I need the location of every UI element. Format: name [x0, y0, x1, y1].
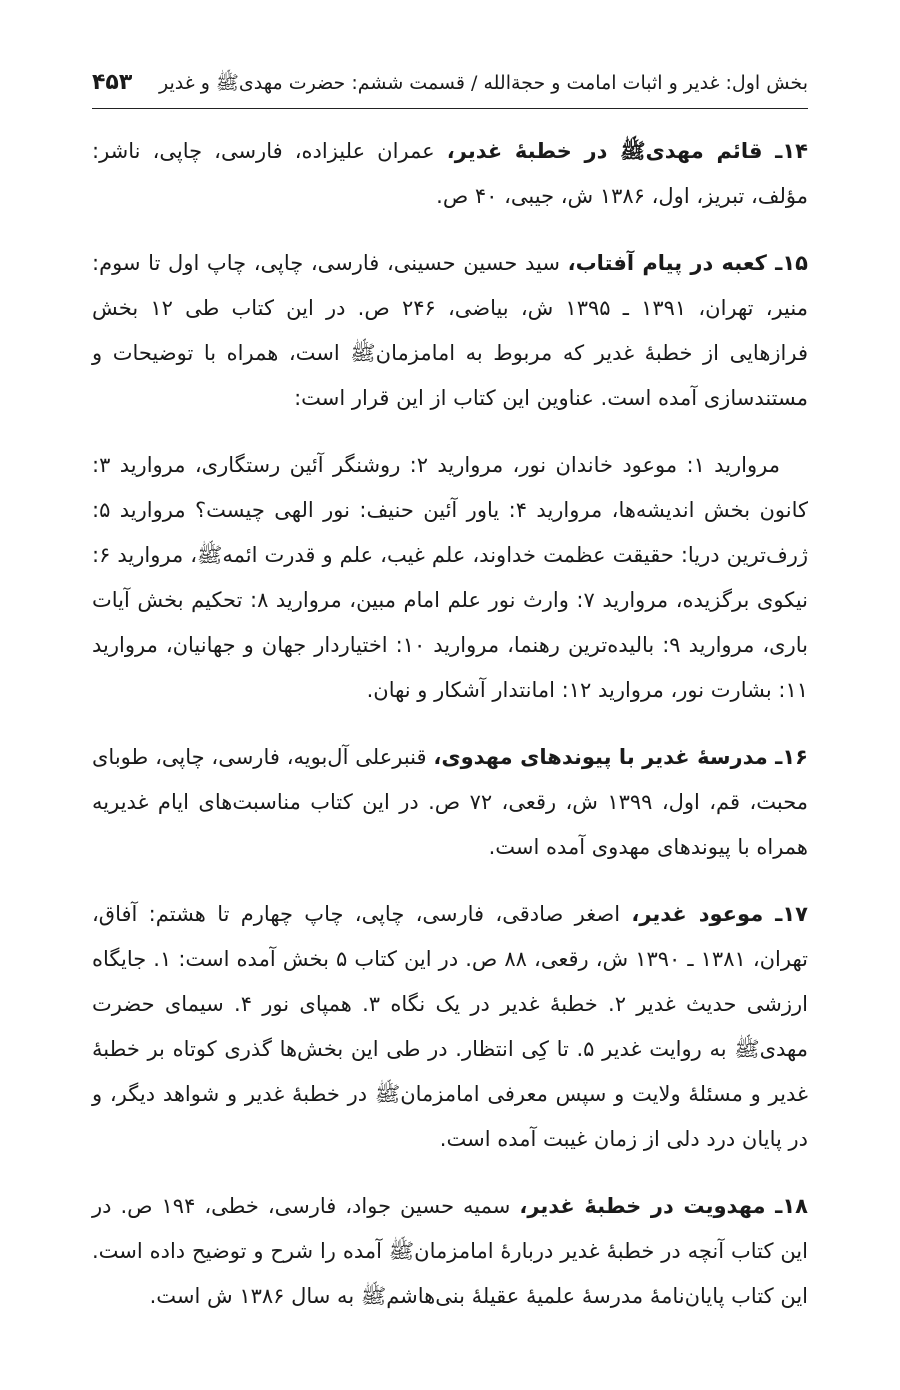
entry-title: ۱۷ـ موعود غدیر،: [631, 902, 808, 926]
entry-15-contents-list: [92, 443, 808, 713]
bibliography-entry-14: [92, 129, 808, 219]
entry-title: ۱۸ـ مهدویت در خطبۀ غدیر،: [519, 1194, 808, 1218]
entry-text: عمران علیزاده، فارسی، چاپی، ناشر: مؤلف، تبریز، اول، ۱۳۸۶ ش، جیبی، ۴۰ ص.: [92, 139, 808, 208]
bibliography-entry-16: [92, 735, 808, 870]
page-content: [92, 129, 808, 1319]
running-header: [92, 70, 808, 109]
entry-title: ۱۶ـ مدرسۀ غدیر با پیوندهای مهدوی،: [433, 745, 808, 769]
entry-text: قنبرعلی آل‌بویه، فارسی، چاپی، طوبای محبت، قم، اول، ۱۳۹۹ ش، رقعی، ۷۲ ص. در این کتاب مناسبت‌های ایام غدیریه همراه با پیوندهای مهدوی آمده است.: [92, 745, 809, 859]
page-number: ۴۵۳: [92, 70, 133, 95]
entry-text: سمیه حسین جواد، فارسی، خطی، ۱۹۴ ص. در این کتاب آنچه در خطبۀ غدیر دربارۀ امامزمانﷺ آمده را شرح و توضیح داده است. این کتاب پایان‌نامۀ مدرسۀ علمیۀ عقیلۀ بنی‌هاشمﷺ به سال ۱۳۸۶ ش است.: [92, 1194, 808, 1308]
entry-title: ۱۵ـ کعبه در پیام آفتاب،: [567, 251, 808, 275]
bibliography-entry-17: [92, 892, 808, 1162]
entry-text: سید حسین حسینی، فارسی، چاپی، چاپ اول تا سوم: منیر، تهران، ۱۳۹۱ ـ ۱۳۹۵ ش، بیاضی، ۲۴۶ ص. در این کتاب طی ۱۲ بخش فرازهایی از خطبۀ غدیر که مربوط به امامزمانﷺ است، همراه با توضیحات و مستندسازی آمده است. عناوین این کتاب از این قرار است:: [92, 251, 808, 410]
entry-text: مروارید ۱: موعود خاندان نور، مروارید ۲: روشنگر آئین رستگاری، مروارید ۳: کانون بخش اندیشه‌ها، مروارید ۴: یاور آئین حنیف: نور الهی چیست؟ مروارید ۵: ژرف‌ترین دریا: حقیقت عظمت خداوند، علم غیب، علم و قدرت ائمهﷺ، مروارید ۶: نیکوی برگزیده، مروارید ۷: وارث نور علم امام مبین، مروارید ۸: تحکیم بخش آیات باری، مروارید ۹: بالیده‌ترین رهنما، مروارید ۱۰: اختیاردار جهان و جهانیان، مروارید ۱۱: بشارت نور، مروارید ۱۲: امانتدار آشکار و نهان.: [92, 453, 808, 702]
entry-text: اصغر صادقی، فارسی، چاپی، چاپ چهارم تا هشتم: آفاق، تهران، ۱۳۸۱ ـ ۱۳۹۰ ش، رقعی، ۸۸ ص. در این کتاب ۵ بخش آمده است: ۱. جایگاه ارزشی حدیث غدیر ۲. خطبۀ غدیر در یک نگاه ۳. همپای نور ۴. سیمای حضرت مهدیﷺ به روایت غدیر ۵. تا کِی انتظار. در طی این بخش‌ها گذری کوتاه بر خطبۀ غدیر و مسئلۀ ولایت و سپس معرفی امامزمانﷺ در خطبۀ غدیر و شواهد دیگر، و در پایان درد دلی از زمان غیبت آمده است.: [92, 902, 809, 1151]
bibliography-entry-15: [92, 241, 808, 421]
header-title: بخش اول: غدیر و اثبات امامت و حجةالله / قسمت ششم: حضرت مهدیﷺ و غدیر: [159, 72, 808, 94]
bibliography-entry-18: [92, 1184, 808, 1319]
entry-title: ۱۴ـ قائم مهدیﷺ در خطبۀ غدیر،: [446, 139, 808, 163]
